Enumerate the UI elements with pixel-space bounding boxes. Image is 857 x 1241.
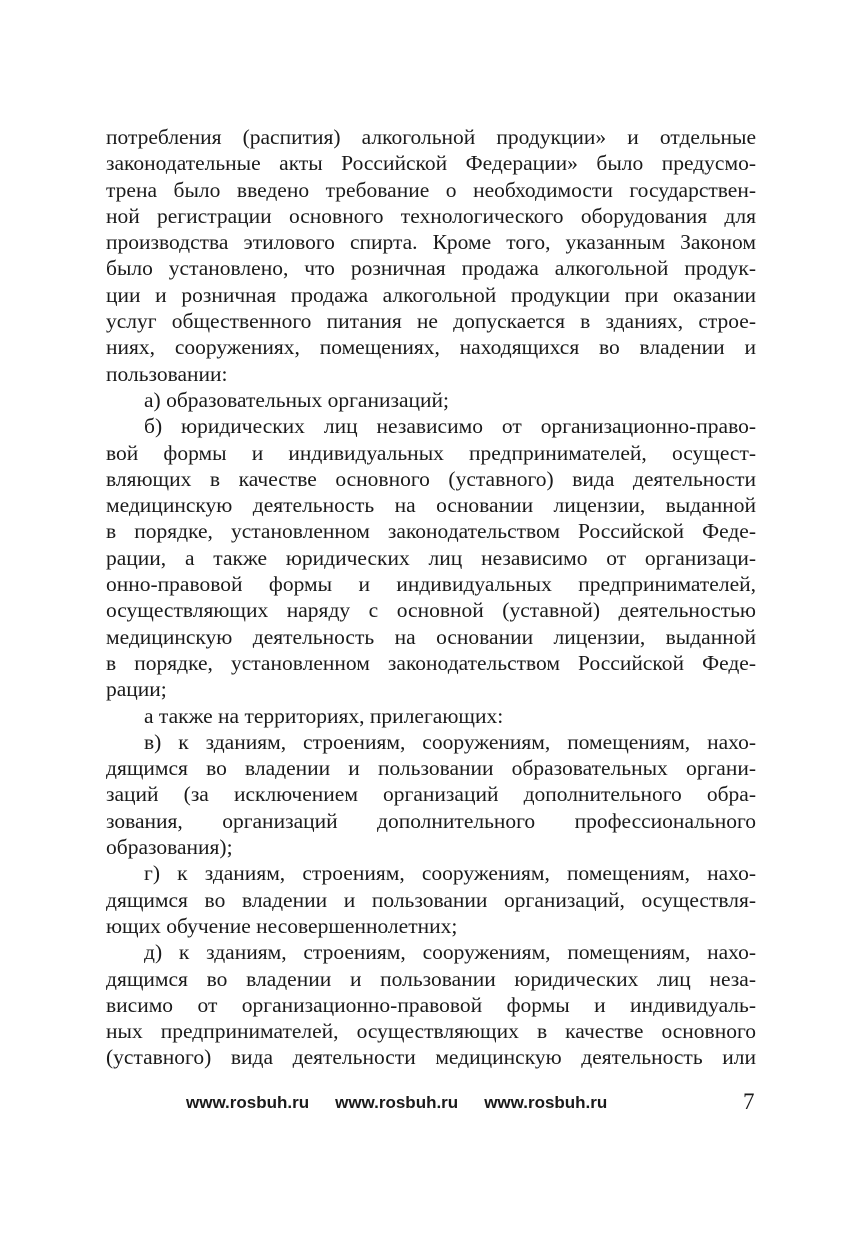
footer-link[interactable]: www.rosbuh.ru — [186, 1093, 310, 1112]
text-line: рации; — [106, 677, 167, 702]
text-line: законодательные акты Российской Федерации» было предусмо- — [106, 151, 756, 176]
text-line: потребления (распития) алкогольной продукции» и отдельные — [106, 125, 756, 149]
text-line: медицинскую деятельность на основании лицензии, выданной — [106, 493, 756, 518]
text-line: было установлено, что розничная продажа алкогольной продук- — [106, 256, 756, 281]
text-line: ниях, сооружениях, помещениях, находящихся во владении и — [106, 335, 756, 360]
text-line: услуг общественного питания не допускается в зданиях, строе- — [106, 309, 756, 334]
page-number: 7 — [743, 1089, 755, 1114]
text-line: заций (за исключением организаций дополнительного обра- — [106, 782, 756, 807]
text-line: ции и розничная продажа алкогольной продукции при оказании — [106, 282, 756, 307]
territory-intro: а также на территориях, прилегающих: — [144, 703, 504, 728]
list-item-d: д) к зданиям, строениям, сооружениям, помещениям, нахо- — [144, 940, 756, 965]
footer-link[interactable]: www.rosbuh.ru — [335, 1093, 459, 1112]
text-line: (уставного) вида деятельности медицинскую деятельность или — [106, 1045, 756, 1070]
text-line: трена было введено требование о необходимости государствен- — [106, 177, 756, 202]
text-line: рации, а также юридических лиц независимо от организаци- — [106, 545, 756, 570]
text-line: пользовании: — [106, 361, 228, 386]
text-line: производства этилового спирта. Кроме того, указанным Законом — [106, 230, 756, 255]
text-line: дящимся во владении и пользовании образовательных органи- — [106, 756, 756, 781]
list-item-a: а) образовательных организаций; — [144, 387, 449, 412]
text-line: дящимся во владении и пользовании организаций, осуществля- — [106, 887, 756, 912]
text-line: дящимся во владении и пользовании юридических лиц неза- — [106, 966, 756, 991]
body-text — [106, 124, 756, 1071]
list-item-b: б) юридических лиц независимо от организационно-право- — [144, 414, 756, 439]
footer-links — [186, 1093, 607, 1113]
footer-link[interactable]: www.rosbuh.ru — [484, 1093, 608, 1112]
text-line: онно-правовой формы и индивидуальных предпринимателей, — [106, 572, 756, 597]
text-line: вляющих в качестве основного (уставного) вида деятельности — [106, 466, 756, 491]
text-line: медицинскую деятельность на основании лицензии, выданной — [106, 624, 756, 649]
text-line: ных предпринимателей, осуществляющих в качестве основного — [106, 1019, 756, 1044]
text-line: зования, организаций дополнительного профессионального — [106, 808, 756, 833]
text-line: ющих обучение несовершеннолетних; — [106, 913, 458, 938]
text-line: вой формы и индивидуальных предпринимателей, осущест- — [106, 440, 756, 465]
text-line: ной регистрации основного технологического оборудования для — [106, 203, 756, 228]
text-line: висимо от организационно-правовой формы и индивидуаль- — [106, 992, 756, 1017]
text-line: в порядке, установленном законодательством Российской Феде- — [106, 519, 756, 544]
text-line: осуществляющих наряду с основной (уставной) деятельностью — [106, 598, 756, 623]
list-item-g: г) к зданиям, строениям, сооружениям, помещениям, нахо- — [144, 861, 756, 886]
list-item-v: в) к зданиям, строениям, сооружениям, помещениям, нахо- — [144, 729, 756, 754]
text-line: в порядке, установленном законодательством Российской Феде- — [106, 650, 756, 675]
text-line: образования); — [106, 835, 233, 860]
